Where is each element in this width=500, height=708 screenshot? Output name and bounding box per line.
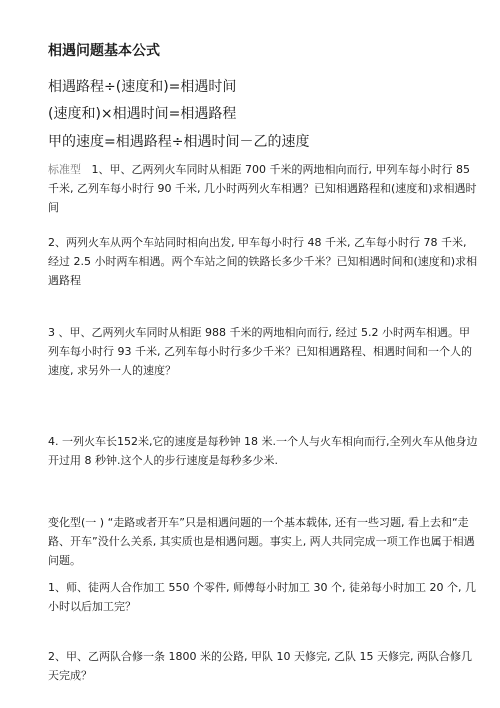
page-title: 相遇问题基本公式 xyxy=(48,43,160,59)
standard-q1 xyxy=(48,160,478,217)
variant-intro: 变化型(一 ) “走路或者开车”只是相遇问题的一个基本载体, 还有一些习题, 看上去和“走路、开车”没什么关系, 其实质也是相遇问题。事实上, 两人共同完成一项工作也属于相遇问题。 xyxy=(48,516,475,567)
formula-speed: 甲的速度=相遇路程÷相遇时间－乙的速度 xyxy=(48,134,310,150)
standard-q3: 3 、甲、乙两列火车同时从相距 988 千米的两地相向而行, 经过 5.2 小时两车相遇。甲列车每小时行 93 千米, 乙列车每小时行多少千米？已知相遇路程、相遇时间和一个人的速度, 求另外一人的速度？ xyxy=(48,326,472,377)
variant-q2: 2、甲、乙两队合修一条 1800 米的公路, 甲队 10 天修完, 乙队 15 天修完, 两队合修几天完成？ xyxy=(48,650,472,682)
variant-q1: 1、师、徒两人合作加工 550 个零件, 师傅每小时加工 30 个, 徒弟每小时加工 20 个, 几小时以后加工完？ xyxy=(48,581,476,613)
standard-q1-text: 1、甲、乙两列火车同时从相距 700 千米的两地相向而行, 甲列车每小时行 85 千米, 乙列车每小时行 90 千米, 几小时两列火车相遇？已知相遇路程和(速度和)求相遇时间 xyxy=(48,163,477,214)
standard-q2: 2、两列火车从两个车站同时相向出发, 甲车每小时行 48 千米, 乙车每小时行 78 千米, 经过 2.5 小时两车相遇。两个车站之间的铁路长多少千米？已知相遇时间和(速度和)求相遇路程 xyxy=(48,236,478,287)
standard-q4: 4. 一列火车长152米,它的速度是每秒钟 18 米.一个人与火车相向而行,全列火车从他身边开过用 8 秒钟.这个人的步行速度是每秒多少米. xyxy=(48,435,478,467)
formula-meeting-distance: (速度和)×相遇时间=相遇路程 xyxy=(48,106,237,122)
section-label-standard: 标准型 xyxy=(48,163,81,176)
formula-meeting-time: 相遇路程÷(速度和)=相遇时间 xyxy=(48,79,237,95)
